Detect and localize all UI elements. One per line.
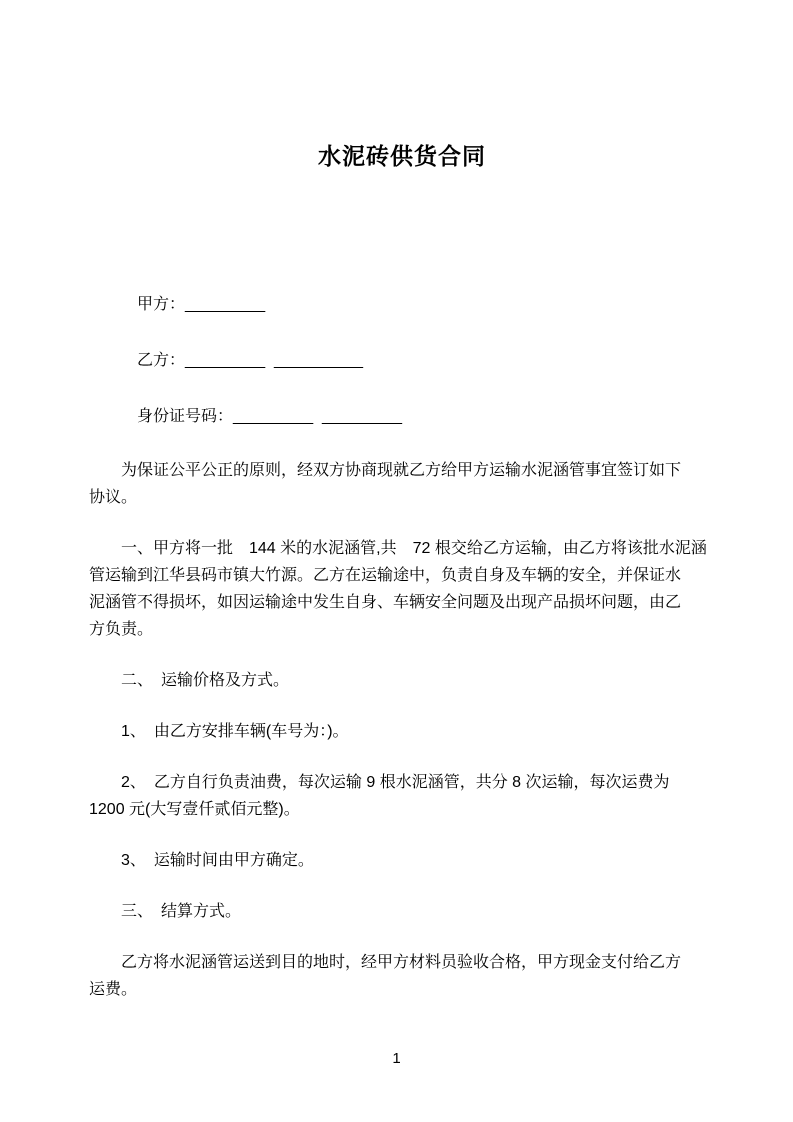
text-line: 协议。 [89, 489, 138, 506]
text-line: 运费。 [89, 981, 138, 998]
clause-1 [89, 535, 715, 643]
text-line: 乙方将水泥涵管运送到目的地时，经甲方材料员验收合格，甲方现金支付给乙方 [121, 954, 682, 971]
clause-3-heading [89, 898, 715, 925]
text-line: 为保证公平公正的原则，经双方协商现就乙方给甲方运输水泥涵管事宜签订如下 [121, 462, 682, 479]
text-line: 泥涵管不得损坏，如因运输途中发生自身、车辆安全问题及出现产品损坏问题，由乙 [89, 594, 682, 611]
text-line: 2、 乙方自行负责油费，每次运输 9 根水泥涵管，共分 8 次运输，每次运费为 [121, 774, 670, 791]
id-number-field: 身份证号码：_________ _________ [137, 408, 403, 425]
clause-2-item-2 [89, 769, 715, 823]
contract-body [89, 457, 715, 1003]
clause-3-body [89, 949, 715, 1003]
party-b-field: 乙方：_________ __________ [137, 352, 363, 369]
text-line: 一、甲方将一批 144 米的水泥涵管,共 72 根交给乙方运输，由乙方将该批水泥涵 [121, 540, 707, 557]
text-line: 管运输到江华县码市镇大竹源。乙方在运输途中，负责自身及车辆的安全，并保证水 [89, 567, 682, 584]
party-fields [89, 295, 715, 427]
page-number: 1 [392, 1050, 401, 1067]
clause-2-heading [89, 667, 715, 694]
party-a-field: 甲方：_________ [137, 296, 266, 313]
text-line: 3、 运输时间由甲方确定。 [121, 852, 314, 869]
text-line: 1200 元(大写壹仟贰佰元整)。 [89, 801, 300, 818]
text-line: 二、 运输价格及方式。 [121, 672, 290, 689]
text-line: 方负责。 [89, 621, 154, 638]
clause-2-item-1 [89, 718, 715, 745]
text-line: 三、 结算方式。 [121, 903, 242, 920]
paragraph-preamble [89, 457, 715, 511]
clause-2-item-3 [89, 847, 715, 874]
document-title: 水泥砖供货合同 [318, 143, 486, 169]
text-line: 1、 由乙方安排车辆(车号为：)。 [121, 723, 349, 740]
